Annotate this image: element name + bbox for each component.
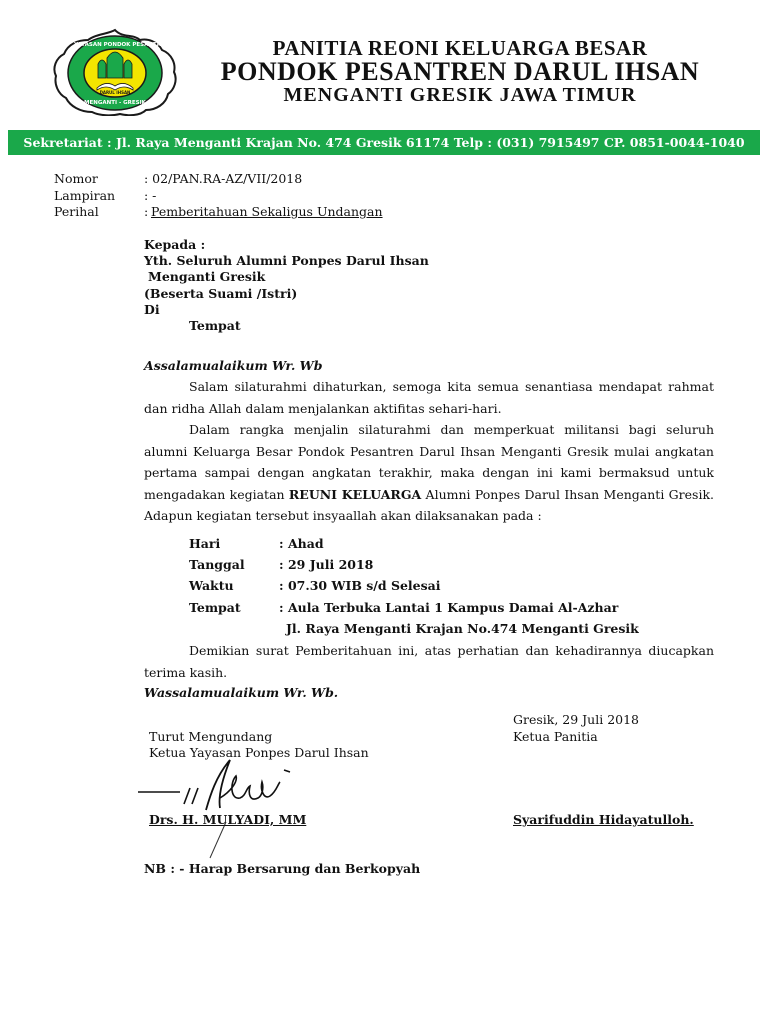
logo-center-text: DARUL IHSAN xyxy=(99,90,131,95)
hari-value: : Ahad xyxy=(279,536,324,551)
closing-greeting: Wassalamualaikum Wr. Wb. xyxy=(144,685,339,700)
opening-greeting: Assalamualaikum Wr. Wb xyxy=(144,358,323,373)
perihal-label: Perihal xyxy=(54,204,99,219)
recipient-line3: (Beserta Suami /Istri) xyxy=(144,286,298,301)
waktu-value: : 07.30 WIB s/d Selesai xyxy=(279,578,441,593)
paragraph-1 xyxy=(144,376,714,527)
p2-line2: alumni Keluarga Besar Pondok Pesantren Darul Ihsan Menganti Gresik mulai angkatan xyxy=(144,443,714,459)
letterhead-location: MENGANTI GRESIK JAWA TIMUR xyxy=(283,84,637,106)
left-sign-role2: Ketua Yayasan Ponpes Darul Ihsan xyxy=(149,745,369,760)
left-signer-name: Drs. H. MULYADI, MM xyxy=(149,812,307,827)
tanggal-label: Tanggal xyxy=(189,557,245,572)
right-signer-name: Syarifuddin Hidayatulloh. xyxy=(513,812,694,827)
tempat-value: : Aula Terbuka Lantai 1 Kampus Damai Al-Azhar xyxy=(279,600,619,615)
p3-line1: Demikian surat Pemberitahuan ini, atas perhatian dan kehadirannya diucapkan xyxy=(189,643,714,658)
p2-line5: Adapun kegiatan tersebut insyaallah akan dilaksanakan pada : xyxy=(144,508,542,523)
p2-line4-pre: mengadakan kegiatan xyxy=(144,486,285,502)
p2-line4-post: Alumni Ponpes Darul Ihsan Menganti Gresik. xyxy=(425,486,714,502)
p1-line1: Salam silaturahmi dihaturkan, semoga kita semua senantiasa mendapat rahmat xyxy=(189,379,714,394)
lampiran-label: Lampiran xyxy=(54,188,116,203)
handwritten-signature xyxy=(134,752,307,862)
letterhead-institution: PONDOK PESANTREN DARUL IHSAN xyxy=(220,57,700,86)
logo-ring-text-top: YAYASAN PONDOK PESANTREN xyxy=(74,42,170,48)
logo-ring-text-bottom: MENGANTI - GRESIK xyxy=(84,100,146,106)
right-sign-role: Ketua Panitia xyxy=(513,729,598,744)
recipient-tempat: Tempat xyxy=(189,318,241,333)
p2-line3: pertama sampai dengan angkatan terakhir, maka dengan ini kami bermaksud untuk xyxy=(144,465,714,480)
p1-line2: dan ridha Allah dalam menjalankan aktifitas sehari-hari. xyxy=(144,400,502,416)
waktu-label: Waktu xyxy=(189,578,234,593)
perihal-value: Pemberitahuan Sekaligus Undangan xyxy=(151,204,383,219)
nomor-label: Nomor xyxy=(54,171,98,186)
perihal-colon: : xyxy=(144,204,149,219)
foundation-logo xyxy=(50,28,180,116)
letterhead-committee: PANITIA REONI KELUARGA BESAR xyxy=(272,36,648,60)
left-sign-role1: Turut Mengundang xyxy=(149,729,273,744)
p2-line1: Dalam rangka menjalin silaturahmi dan memperkuat militansi bagi seluruh xyxy=(189,422,714,437)
tanggal-value: : 29 Juli 2018 xyxy=(279,557,374,572)
hari-label: Hari xyxy=(189,536,221,551)
note: NB : - Harap Bersarung dan Berkopyah xyxy=(144,861,421,876)
lampiran-value: : - xyxy=(144,188,157,203)
letter-date: Gresik, 29 Juli 2018 xyxy=(513,712,640,727)
event-name: REUNI KELUARGA xyxy=(288,486,422,502)
recipient-line2: Menganti Gresik xyxy=(148,269,266,284)
recipient-di: Di xyxy=(144,302,160,317)
p3-line2: terima kasih. xyxy=(144,664,228,680)
nomor-value: : 02/PAN.RA-AZ/VII/2018 xyxy=(144,171,303,186)
tempat-address: Jl. Raya Menganti Krajan No.474 Menganti Gresik xyxy=(286,621,639,636)
recipient-line1: Yth. Seluruh Alumni Ponpes Darul Ihsan xyxy=(144,253,429,268)
tempat-label: Tempat xyxy=(189,600,241,615)
paragraph-closing xyxy=(144,640,714,683)
kepada: Kepada : xyxy=(144,237,206,252)
contact-bar: Sekretariat : Jl. Raya Menganti Krajan No. 474 Gresik 61174 Telp : (031) 7915497 CP. 0851-0044-1040 xyxy=(8,130,760,155)
